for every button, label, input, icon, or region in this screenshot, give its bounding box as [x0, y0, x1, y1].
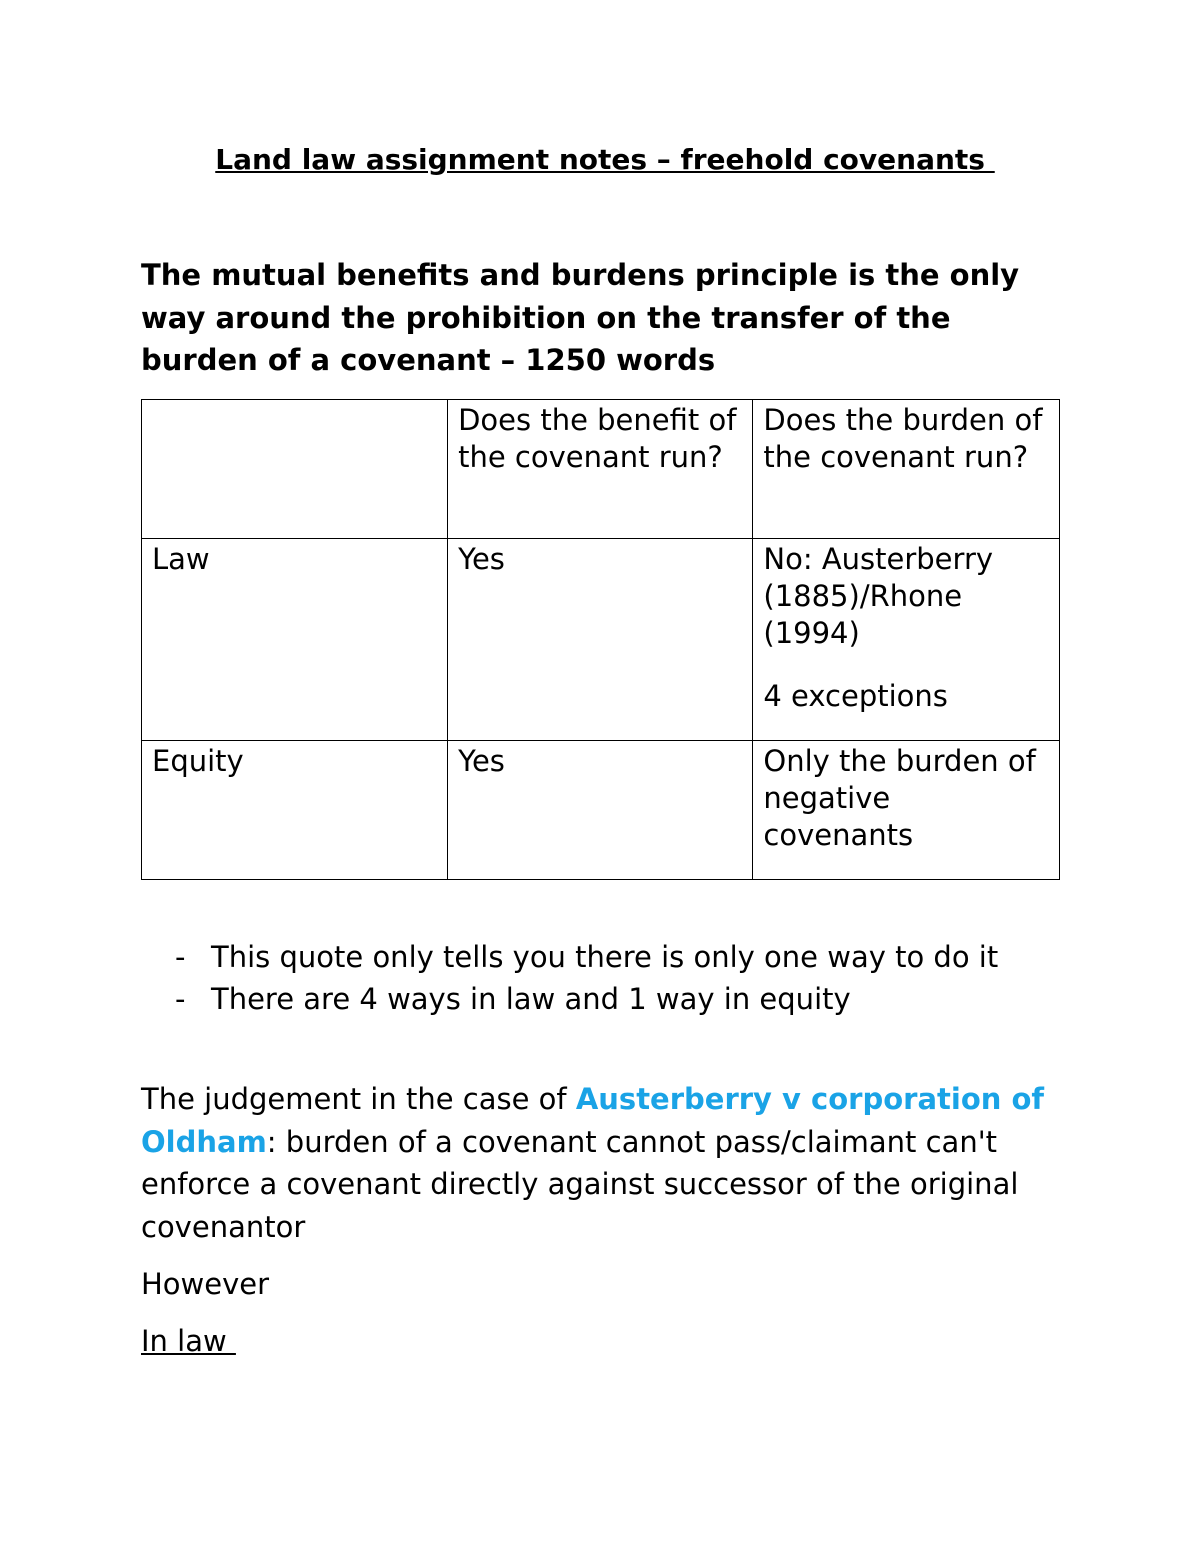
list-item: [141, 936, 1061, 978]
dash-bullet: -: [175, 982, 186, 1016]
document-title: Land law assignment notes – freehold covenants: [215, 143, 995, 176]
table-header-cell-empty: [142, 400, 448, 539]
table-header-benefit: Does the benefit of the covenant run?: [448, 400, 753, 539]
table-header-burden: Does the burden of the covenant run?: [753, 400, 1060, 539]
judgement-paragraph: [141, 1078, 1061, 1248]
cell-spacer: [763, 652, 1049, 678]
law-burden-exceptions: 4 exceptions: [763, 679, 948, 713]
judgement-intro: The judgement in the case of: [141, 1082, 576, 1116]
law-burden-cases: No: Austerberry (1885)/Rhone (1994): [763, 542, 994, 650]
row-label-equity: Equity: [142, 741, 448, 880]
judgement-rest: : burden of a covenant cannot pass/claimant can't enforce a covenant directly against successor of the original covenantor: [141, 1124, 1019, 1244]
assignment-question: The mutual benefits and burdens principle is the only way around the prohibition on the transfer of the burden of a covenant – 1250 words: [141, 258, 1020, 377]
list-item: [141, 978, 1061, 1020]
row-law-burden: [753, 539, 1060, 741]
row-label-law: Law: [142, 539, 448, 741]
row-equity-benefit: Yes: [448, 741, 753, 880]
list-item-text: This quote only tells you there is only one way to do it: [211, 940, 999, 974]
row-equity-burden: Only the burden of negative covenants: [753, 741, 1060, 880]
case-name-highlight: Austerberry v corporation of Oldham: [141, 1082, 1045, 1159]
in-law-subheading: In law: [141, 1324, 236, 1358]
table-header-row: [142, 400, 1060, 539]
row-law-benefit: Yes: [448, 539, 753, 741]
however-paragraph: However: [141, 1267, 270, 1301]
dash-bullet: -: [175, 940, 186, 974]
table-row: [142, 539, 1060, 741]
covenant-table: [141, 399, 1060, 880]
dash-list: [141, 936, 1061, 1020]
table-row: [142, 741, 1060, 880]
list-item-text: There are 4 ways in law and 1 way in equity: [211, 982, 851, 1016]
